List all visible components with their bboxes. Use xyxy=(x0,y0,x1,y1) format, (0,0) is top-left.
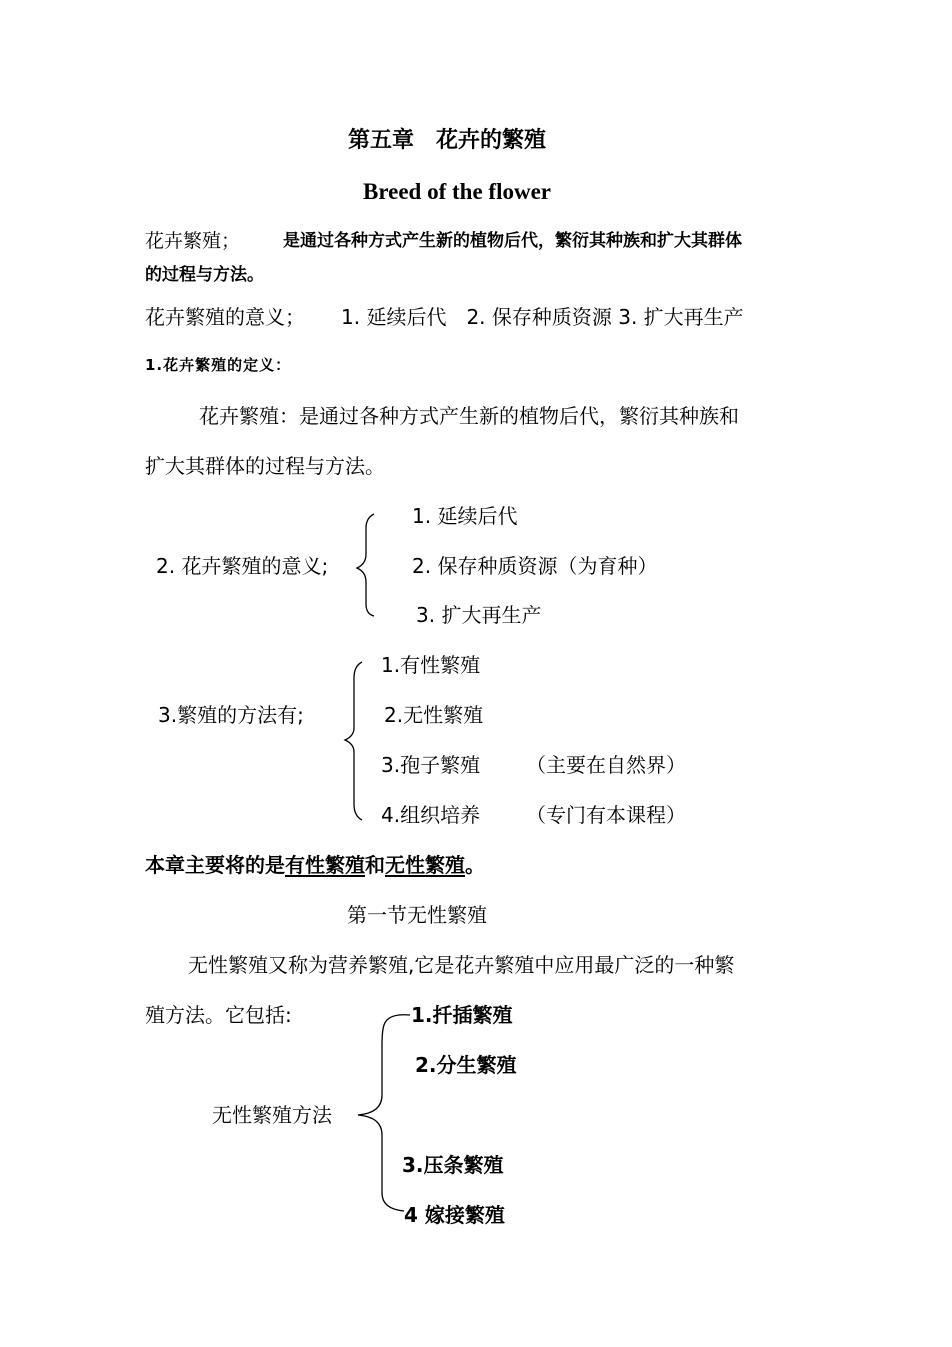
intro-term: 花卉繁殖； xyxy=(145,230,241,252)
section-title: 第一节无性繁殖 xyxy=(347,903,487,927)
section1-heading: 1.花卉繁殖的定义： xyxy=(145,356,292,374)
section3-item-1: 1.有性繁殖 xyxy=(381,653,481,677)
summary-suffix: 。 xyxy=(465,853,485,877)
section3-item-3: 3.孢子繁殖 xyxy=(381,753,481,777)
section2-label: 2. 花卉繁殖的意义; xyxy=(156,554,329,578)
summary-term-asexual: 无性繁殖 xyxy=(385,853,465,877)
section2-brace xyxy=(352,512,382,616)
asexual-item-2: 2.分生繁殖 xyxy=(415,1053,517,1077)
section1-line2: 扩大其群体的过程与方法。 xyxy=(145,454,385,478)
summary-conj: 和 xyxy=(365,853,385,877)
asexual-methods-label: 无性繁殖方法 xyxy=(212,1103,332,1127)
intro-significance-items: 1. 延续后代 2. 保存种质资源 3. 扩大再生产 xyxy=(341,305,744,329)
chapter-title: 第五章 花卉的繁殖 xyxy=(348,128,547,153)
section3-item-2: 2.无性繁殖 xyxy=(384,703,484,727)
asexual-para-line2: 殖方法。它包括: xyxy=(145,1003,292,1027)
asexual-para-line1: 无性繁殖又称为营养繁殖,它是花卉繁殖中应用最广泛的一种繁 xyxy=(188,953,735,977)
section1-line1: 花卉繁殖：是通过各种方式产生新的植物后代，繁衍其种族和 xyxy=(199,404,739,428)
asexual-item-4: 4 嫁接繁殖 xyxy=(404,1203,505,1227)
section3-label: 3.繁殖的方法有; xyxy=(158,703,304,727)
section3-note-1: （主要在自然界） xyxy=(526,753,686,777)
intro-definition-part2: 的过程与方法。 xyxy=(145,265,264,285)
intro-significance-label: 花卉繁殖的意义； xyxy=(145,305,305,329)
section3-brace xyxy=(340,660,370,820)
section2-item-2: 2. 保存种质资源（为育种） xyxy=(412,554,658,578)
summary-prefix: 本章主要将的是 xyxy=(145,853,285,877)
asexual-item-3: 3.压条繁殖 xyxy=(402,1153,504,1177)
summary-term-sexual: 有性繁殖 xyxy=(285,853,365,877)
section3-note-2: （专门有本课程） xyxy=(526,803,686,827)
intro-definition-part1: 是通过各种方式产生新的植物后代，繁衍其种族和扩大其群体 xyxy=(283,231,742,251)
asexual-methods-brace xyxy=(352,1005,412,1215)
english-title: Breed of the flower xyxy=(363,179,551,204)
section3-item-4: 4.组织培养 xyxy=(381,803,481,827)
asexual-item-1: 1.扦插繁殖 xyxy=(411,1003,513,1027)
section2-item-1: 1. 延续后代 xyxy=(412,504,518,528)
section2-item-3: 3. 扩大再生产 xyxy=(416,603,542,627)
summary-line xyxy=(145,855,485,875)
